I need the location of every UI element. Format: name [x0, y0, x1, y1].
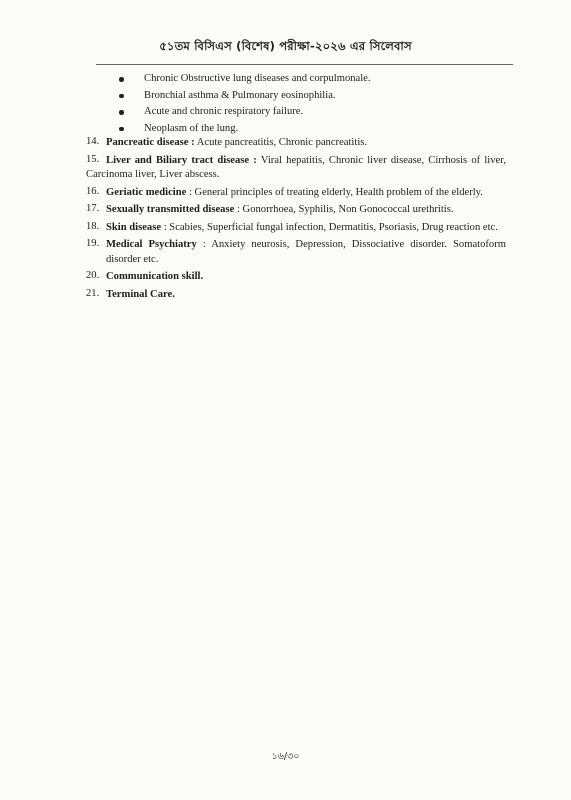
item-title: Geriatic medicine	[106, 186, 187, 198]
item-title: Terminal Care.	[106, 288, 175, 300]
item-title: Liver and Biliary tract disease :	[106, 154, 257, 166]
bullet-text: Chronic Obstructive lung diseases and corpulmonale.	[144, 73, 371, 84]
list-item-17	[86, 203, 506, 218]
item-title: Sexually transmitted disease	[106, 204, 235, 215]
item-text: : Anxiety neurosis, Depression, Dissociative disorder. Somatoform disorder etc.	[106, 239, 506, 265]
item-number: 17.	[86, 203, 100, 214]
bullet-text: Neoplasm of the lung.	[144, 122, 239, 134]
list-item-16	[86, 186, 506, 201]
item-text: : General principles of treating elderly, Health problem of the elderly.	[186, 186, 483, 198]
bullet-text: Acute and chronic respiratory failure.	[144, 106, 304, 118]
page-number: ১৬/৩০	[271, 751, 300, 762]
item-number: 20.	[86, 270, 100, 281]
bullet-item	[117, 89, 371, 106]
bullet-item	[117, 72, 371, 89]
bullet-icon	[119, 77, 124, 82]
bullet-text: Bronchial asthma & Pulmonary eosinophilia.	[144, 89, 336, 101]
bullet-item	[117, 105, 371, 122]
list-item-15	[86, 154, 506, 183]
list-item-19	[86, 238, 506, 267]
page-header-title: ৫১তম বিসিএস (বিশেষ) পরীক্ষা-২০২৬ এর সিলেবাস	[159, 39, 412, 53]
item-title: Medical Psychiatry	[106, 239, 197, 250]
header-divider	[96, 64, 513, 65]
item-number: 19.	[86, 238, 100, 249]
bullet-icon	[119, 127, 124, 132]
bullet-icon	[119, 94, 124, 99]
item-number: 15.	[86, 153, 100, 165]
bullet-icon	[119, 110, 124, 115]
list-item-20	[86, 270, 506, 285]
item-title: Pancreatic disease :	[106, 137, 195, 148]
list-item-21	[86, 288, 506, 303]
bullet-list	[117, 72, 371, 138]
list-item-14	[86, 136, 506, 151]
numbered-list	[86, 136, 506, 302]
item-number: 21.	[86, 287, 100, 299]
item-text: Acute pancreatitis, Chronic pancreatitis.	[194, 137, 368, 148]
item-number: 16.	[86, 185, 100, 197]
item-text: Viral hepatitis, Chronic liver disease, Cirrhosis of liver, Carcinoma liver, Liver abscess.	[86, 154, 506, 180]
item-number: 14.	[86, 136, 100, 147]
item-title: Communication skill.	[106, 271, 204, 282]
item-text: : Gonorrhoea, Syphilis, Non Gonococcal urethritis.	[234, 204, 454, 215]
list-item-18	[86, 221, 506, 236]
item-number: 18.	[86, 220, 100, 232]
item-title: Skin disease	[106, 221, 162, 233]
item-text: : Scabies, Superficial fungal infection, Dermatitis, Psoriasis, Drug reaction etc.	[161, 221, 498, 233]
